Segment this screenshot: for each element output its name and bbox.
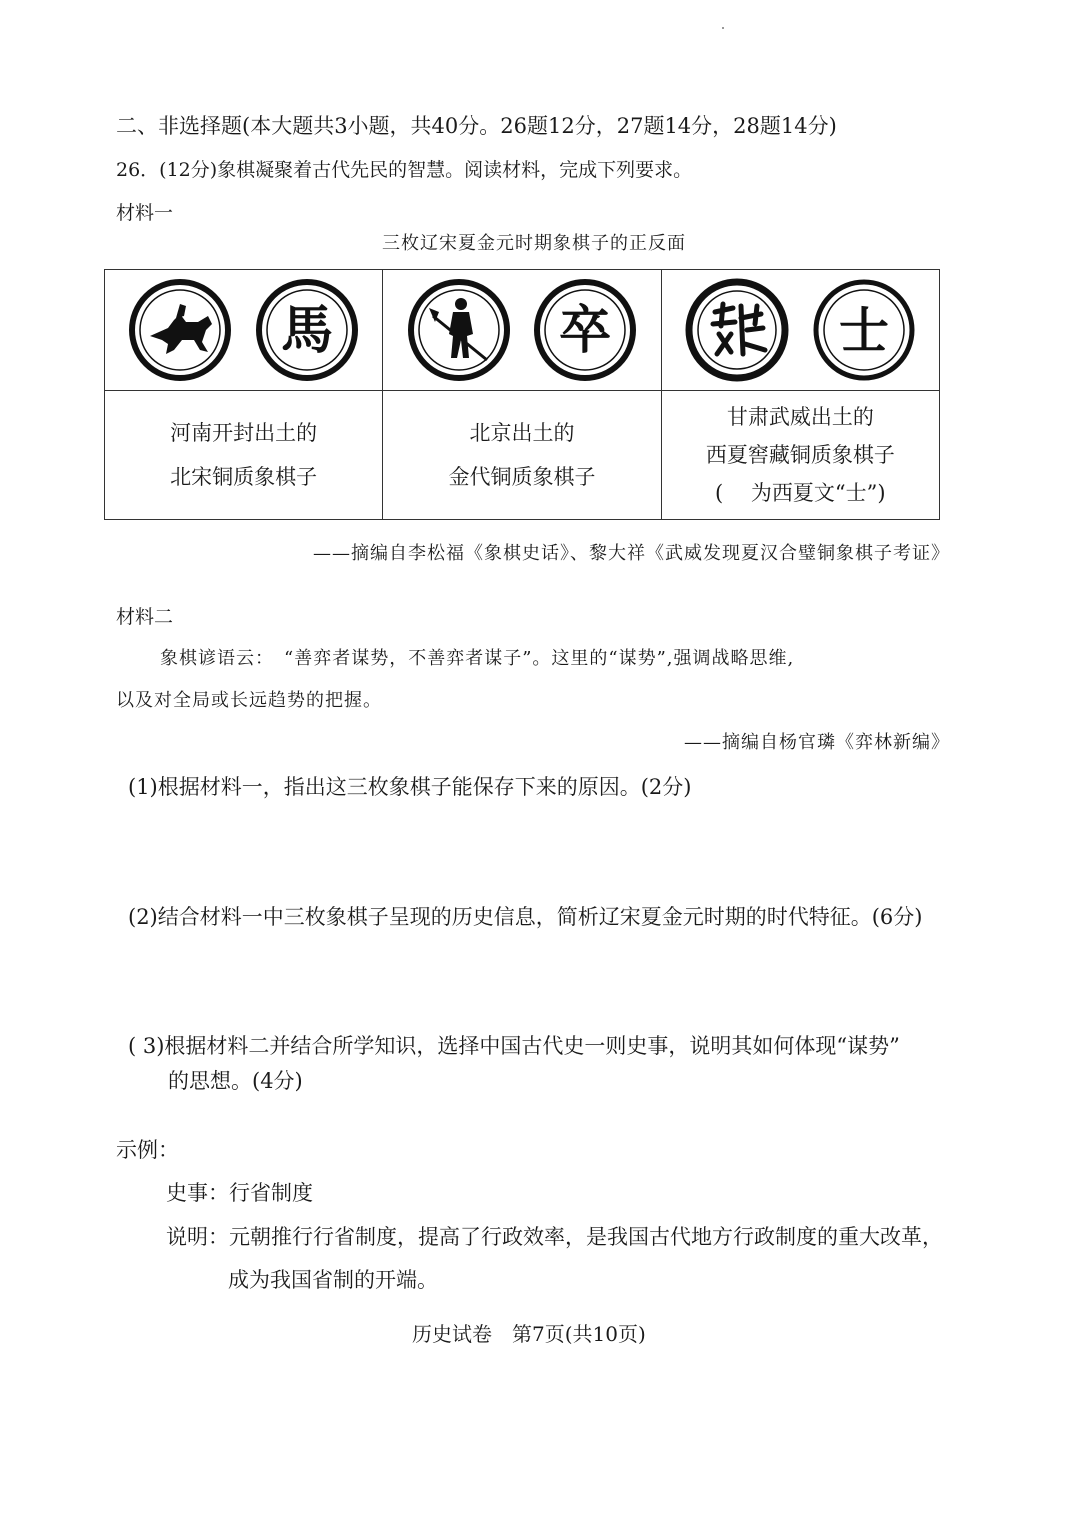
soldier-figure-icon: [407, 278, 511, 382]
caption-line: 金代铜质象棋子: [448, 465, 596, 489]
sub-question-1: (1)根据材料一，指出这三枚象棋子能保存下来的原因。(2分): [128, 775, 692, 799]
example-explain-line2: 成为我国省制的开端。: [228, 1268, 438, 1292]
shi-character: 士: [838, 302, 889, 360]
material2-line1: 象棋谚语云： “善弈者谋势，不善弈者谋子”。这里的“谋势”,强调战略思维,: [160, 648, 795, 669]
question-stem: 26．(12分)象棋凝聚着古代先民的智慧。阅读材料，完成下列要求。: [116, 159, 693, 181]
piece-caption-1: [105, 391, 383, 520]
piece-cell-3: [661, 270, 939, 391]
example-explain-line1: 说明：元朝推行行省制度，提高了行政效率，是我国古代地方行政制度的重大改革，: [166, 1225, 943, 1249]
zu-character: 卒: [559, 301, 612, 361]
page-footer: 历史试卷 第7页(共10页): [412, 1322, 646, 1346]
sub-question-3-line1: ( 3)根据材料二并结合所学知识，选择中国古代史一则史事，说明其如何体现“谋势”: [128, 1034, 900, 1058]
sub-question-3-line2: 的思想。(4分): [168, 1069, 303, 1093]
zu-character-piece: [533, 278, 637, 382]
ma-character-piece: [255, 278, 359, 382]
piece-cell-1: [105, 270, 383, 391]
example-event: 史事：行省制度: [166, 1181, 313, 1205]
piece-cell-2: [383, 270, 661, 391]
piece-caption-2: [383, 391, 661, 520]
ma-character: 馬: [280, 301, 333, 361]
example-label: 示例：: [116, 1138, 179, 1162]
table-title: 三枚辽宋夏金元时期象棋子的正反面: [382, 233, 686, 254]
material2-source: ——摘编自杨官璘《弈林新编》: [684, 732, 950, 753]
material1-source: ——摘编自李松福《象棋史话》、黎大祥《武威发现夏汉合璧铜象棋子考证》: [313, 543, 950, 564]
caption-line: 西夏窖藏铜质象棋子: [705, 443, 895, 467]
tangut-character-icon: [685, 278, 789, 382]
shi-character-piece: [812, 278, 916, 382]
chess-pieces-table: [104, 269, 940, 520]
sub-question-2: (2)结合材料一中三枚象棋子呈现的历史信息，简析辽宋夏金元时期的时代特征。(6分): [128, 905, 923, 929]
caption-line: ( 为西夏文“士”): [715, 481, 886, 505]
section-heading: 二、非选择题(本大题共3小题，共40分。26题12分，27题14分，28题14分): [116, 114, 837, 138]
caption-line: 甘肃武威出土的: [726, 405, 874, 429]
material2-line2: 以及对全局或长远趋势的把握。: [116, 690, 382, 711]
piece-caption-3: [661, 391, 939, 520]
caption-line: 北京出土的: [469, 421, 575, 445]
caption-line: 北宋铜质象棋子: [170, 465, 318, 489]
scan-dot: [722, 27, 724, 29]
material1-label: 材料一: [116, 202, 174, 224]
caption-line: 河南开封出土的: [170, 421, 318, 445]
horse-rider-icon: [128, 278, 232, 382]
material2-label: 材料二: [116, 606, 174, 628]
